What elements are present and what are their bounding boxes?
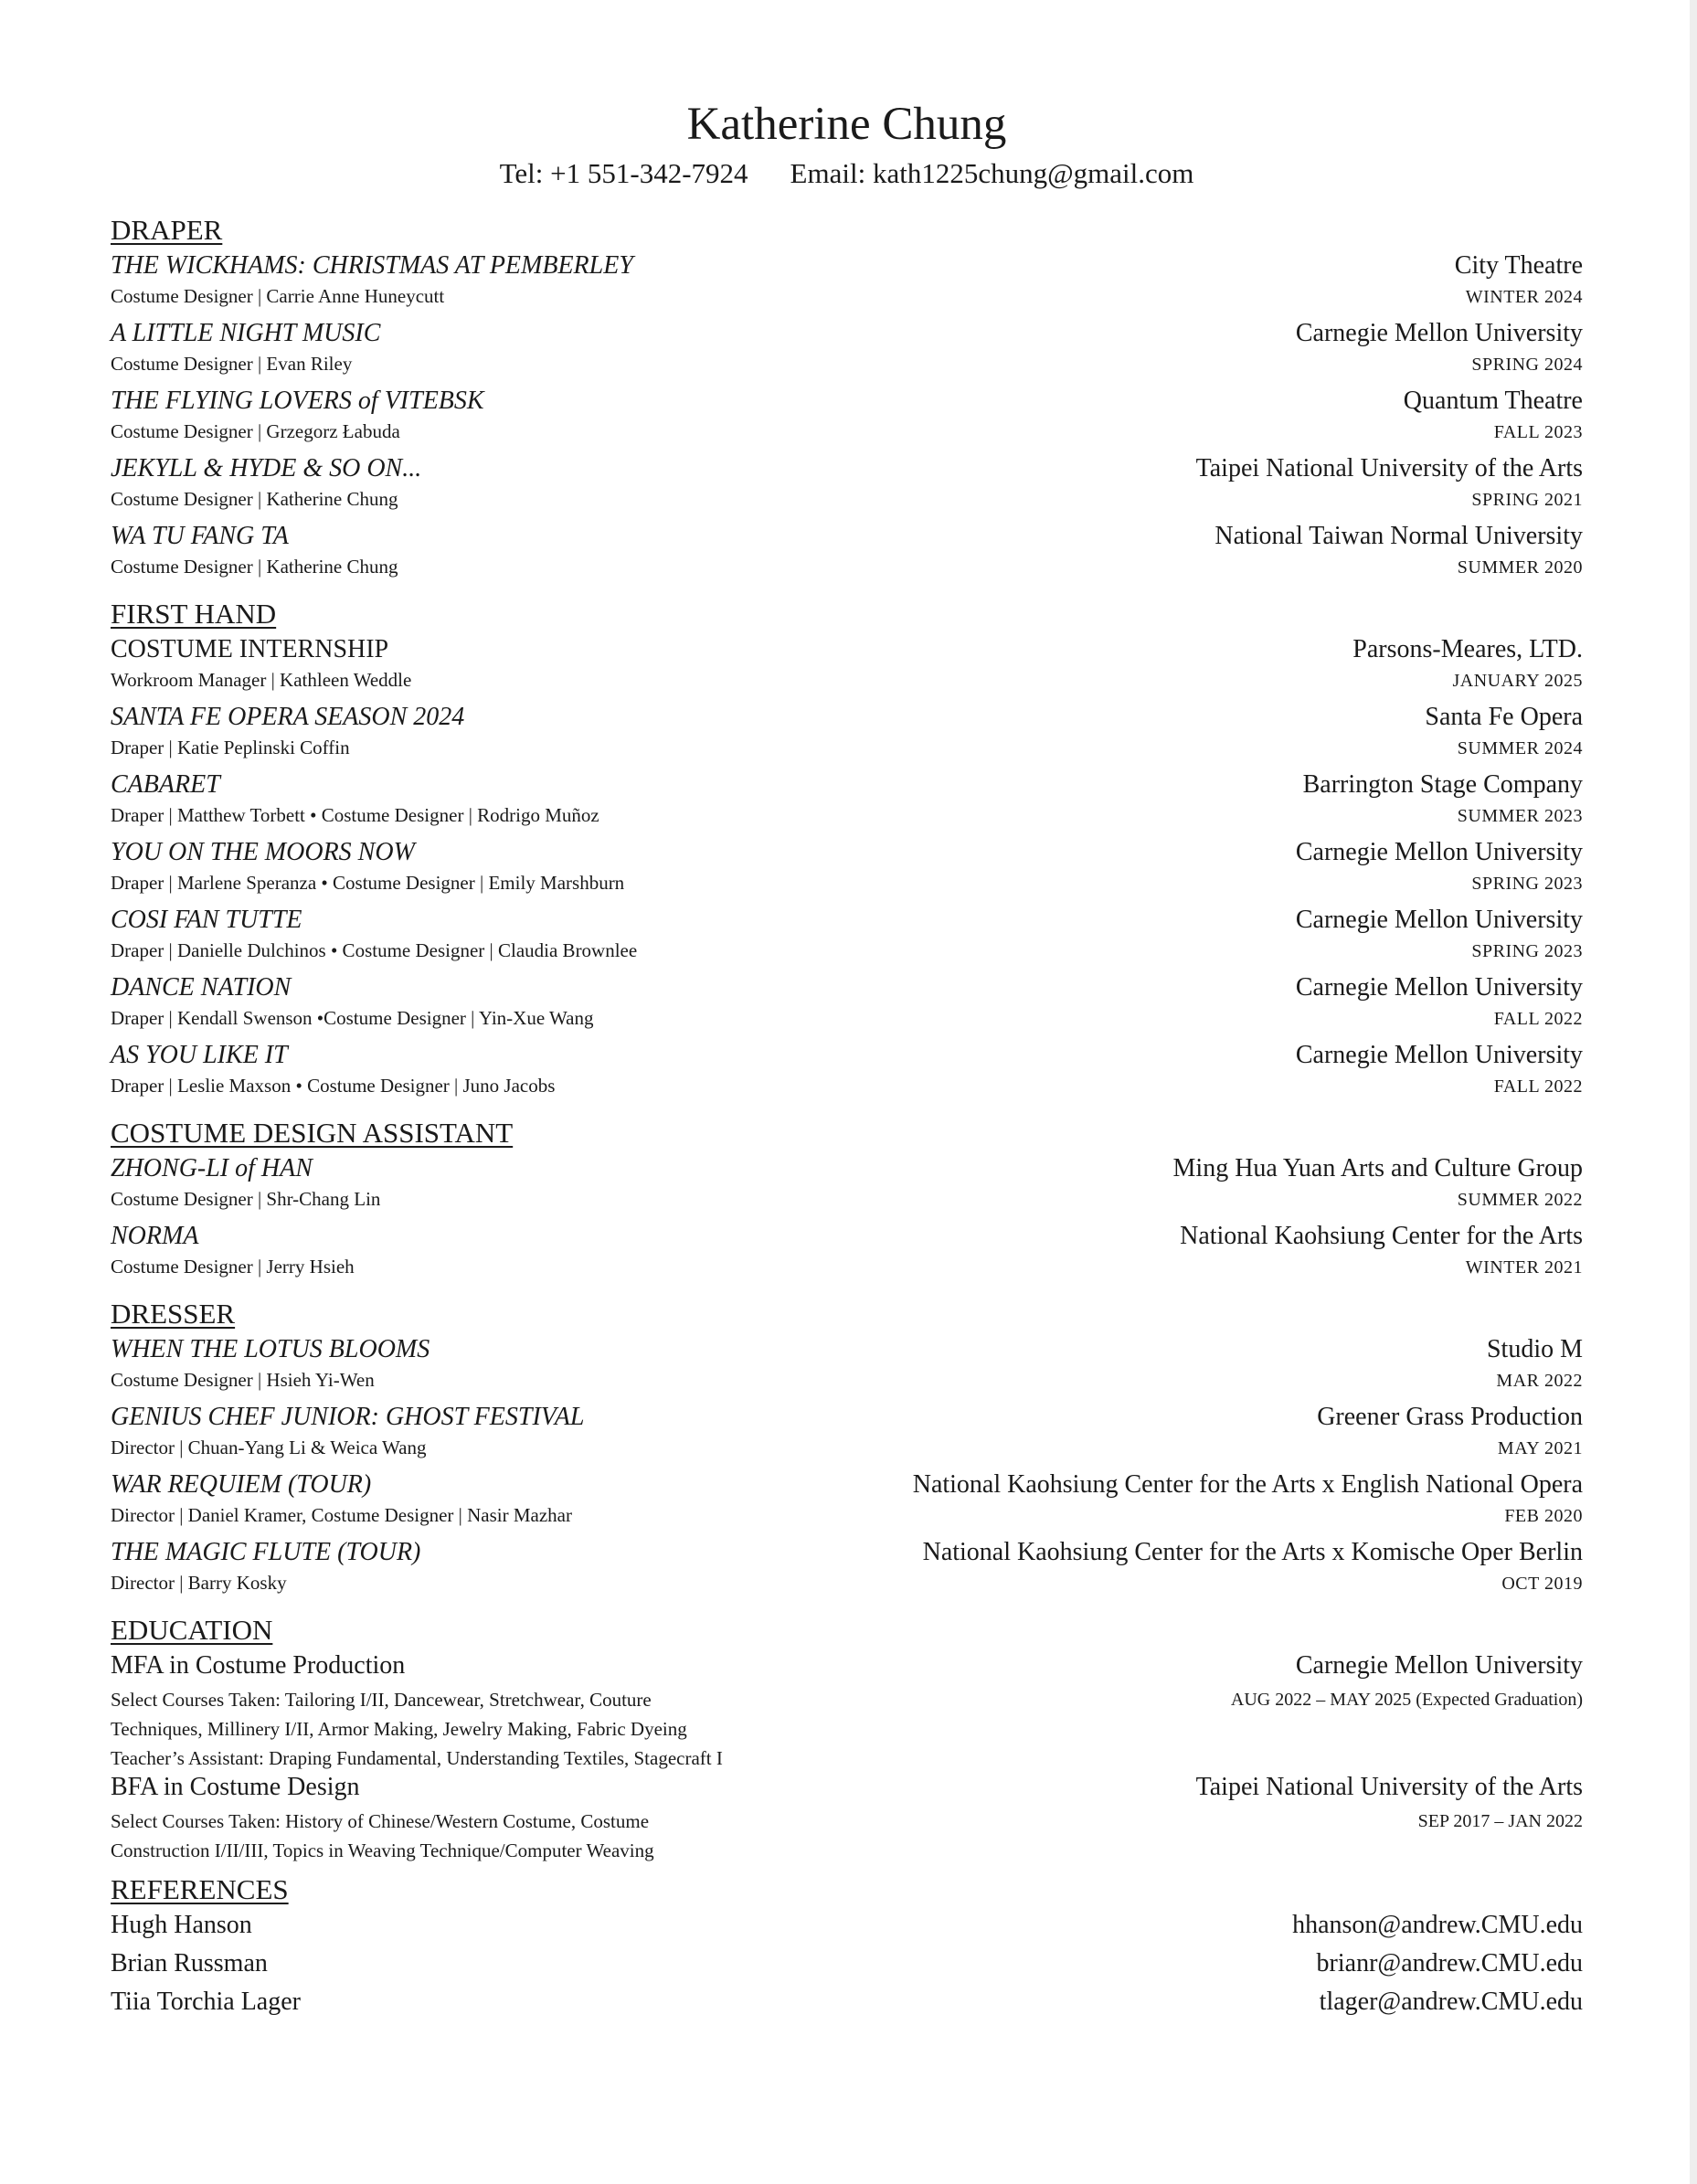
resume-page	[111, 0, 1583, 2026]
entry-venue: National Kaohsiung Center for the Arts x English National Opera	[912, 1470, 1583, 1499]
entry-date: FALL 2022	[1493, 1009, 1583, 1029]
entry-title: YOU ON THE MOORS NOW	[111, 838, 415, 866]
reference-row	[111, 1988, 1583, 2026]
entry-date: MAY 2021	[1497, 1438, 1583, 1458]
entry-date: SPRING 2023	[1471, 941, 1583, 961]
entry-venue: Carnegie Mellon University	[1295, 1041, 1583, 1069]
entry-title: DANCE NATION	[111, 973, 292, 1002]
education-entry	[111, 1773, 1583, 1865]
entry	[111, 838, 1583, 906]
entry-date: SUMMER 2022	[1457, 1190, 1583, 1210]
entry-date: WINTER 2024	[1465, 287, 1583, 307]
entry-credit: Costume Designer | Evan Riley	[111, 353, 353, 375]
reference-row	[111, 1949, 1583, 1988]
entry	[111, 1154, 1583, 1222]
entry	[111, 1041, 1583, 1108]
entry-credit: Draper | Danielle Dulchinos • Costume Designer | Claudia Brownlee	[111, 939, 638, 961]
entry	[111, 1470, 1583, 1538]
entry-credit: Costume Designer | Katherine Chung	[111, 556, 398, 578]
entry-venue: Barrington Stage Company	[1302, 770, 1583, 799]
entry-date: SPRING 2023	[1471, 874, 1583, 894]
entry	[111, 387, 1583, 454]
entry-date: MAR 2022	[1496, 1371, 1583, 1391]
entry-venue: Carnegie Mellon University	[1295, 973, 1583, 1002]
entry-venue: City Theatre	[1454, 251, 1583, 280]
entry-credit: Draper | Katie Peplinski Coffin	[111, 737, 350, 758]
section-costume-design-assistant	[111, 1108, 1583, 1289]
entry-credit: Workroom Manager | Kathleen Weddle	[111, 669, 412, 691]
entry	[111, 319, 1583, 387]
entry-date: SUMMER 2020	[1457, 557, 1583, 578]
entry	[111, 1538, 1583, 1606]
entry-date: SPRING 2021	[1471, 490, 1583, 510]
entry-venue: Parsons-Meares, LTD.	[1352, 635, 1583, 663]
section-heading: DRAPER	[111, 214, 223, 246]
reference-email: hhanson@andrew.CMU.edu	[1292, 1911, 1583, 1939]
entry-title: COSI FAN TUTTE	[111, 906, 302, 934]
entry	[111, 703, 1583, 770]
detail-line: Teacher’s Assistant: Draping Fundamental, Understanding Textiles, Stagecraft I	[111, 1747, 723, 1769]
entry-venue: Ming Hua Yuan Arts and Culture Group	[1172, 1154, 1583, 1182]
detail-line: Select Courses Taken: History of Chinese/Western Costume, Costume	[111, 1810, 650, 1832]
detail-line: Techniques, Millinery I/II, Armor Making, Jewelry Making, Fabric Dyeing	[111, 1718, 687, 1740]
entry-title: WAR REQUIEM (TOUR)	[111, 1470, 372, 1499]
entry-venue: National Taiwan Normal University	[1214, 522, 1583, 550]
reference-email: tlager@andrew.CMU.edu	[1319, 1988, 1583, 2016]
entry-date: SPRING 2024	[1471, 355, 1583, 375]
entry-title: AS YOU LIKE IT	[111, 1041, 288, 1069]
degree: MFA in Costume Production	[111, 1651, 406, 1680]
entry-credit: Draper | Matthew Torbett • Costume Designer | Rodrigo Muñoz	[111, 804, 599, 826]
entry-credit: Costume Designer | Carrie Anne Huneycutt	[111, 285, 445, 307]
section-list	[111, 206, 1583, 2026]
resume-header	[111, 0, 1583, 194]
entry-date: FEB 2020	[1504, 1506, 1583, 1526]
detail-line: Select Courses Taken: Tailoring I/II, Dancewear, Stretchwear, Couture	[111, 1689, 652, 1711]
entry-title: GENIUS CHEF JUNIOR: GHOST FESTIVAL	[111, 1403, 585, 1431]
entry-credit: Costume Designer | Jerry Hsieh	[111, 1256, 355, 1278]
entry-venue: Carnegie Mellon University	[1295, 319, 1583, 347]
entry	[111, 454, 1583, 522]
entry-credit: Costume Designer | Grzegorz Łabuda	[111, 420, 400, 442]
school: Taipei National University of the Arts	[1195, 1773, 1583, 1801]
detail-line: Construction I/II/III, Topics in Weaving Technique/Computer Weaving	[111, 1839, 654, 1861]
entry-title: THE WICKHAMS: CHRISTMAS AT PEMBERLEY	[111, 251, 633, 280]
candidate-name: Katherine Chung	[686, 99, 1007, 150]
entry-title: SANTA FE OPERA SEASON 2024	[111, 703, 465, 731]
entry-credit: Director | Chuan-Yang Li & Weica Wang	[111, 1437, 427, 1458]
education-details	[111, 1807, 805, 1865]
entry-title: CABARET	[111, 770, 220, 799]
entry-credit: Costume Designer | Katherine Chung	[111, 488, 398, 510]
reference-name: Tiia Torchia Lager	[111, 1988, 301, 2016]
entry	[111, 1403, 1583, 1470]
email: Email: kath1225chung@gmail.com	[790, 157, 1194, 189]
entry-venue: Carnegie Mellon University	[1295, 906, 1583, 934]
section-references	[111, 1865, 1583, 2026]
entry-date: JANUARY 2025	[1452, 671, 1583, 691]
entry-title: WHEN THE LOTUS BLOOMS	[111, 1335, 430, 1363]
page-edge	[1690, 0, 1697, 2184]
telephone: Tel: +1 551-342-7924	[499, 157, 748, 189]
entry	[111, 973, 1583, 1041]
section-education	[111, 1606, 1583, 1865]
entry-title: THE FLYING LOVERS of VITEBSK	[111, 387, 484, 415]
section-heading: DRESSER	[111, 1298, 236, 1330]
entry-title: THE MAGIC FLUTE (TOUR)	[111, 1538, 421, 1566]
entry	[111, 251, 1583, 319]
entry	[111, 522, 1583, 589]
entry-credit: Draper | Kendall Swenson •Costume Designer | Yin-Xue Wang	[111, 1007, 594, 1029]
entry-credit: Director | Daniel Kramer, Costume Designer | Nasir Mazhar	[111, 1504, 572, 1526]
school: Carnegie Mellon University	[1295, 1651, 1583, 1680]
entry-credit: Costume Designer | Shr-Chang Lin	[111, 1188, 381, 1210]
entry-venue: Carnegie Mellon University	[1295, 838, 1583, 866]
section-heading: EDUCATION	[111, 1614, 273, 1646]
entry-title: NORMA	[111, 1222, 199, 1250]
entry-venue: Greener Grass Production	[1317, 1403, 1583, 1431]
entry-date: WINTER 2021	[1465, 1257, 1583, 1278]
contact-line	[111, 154, 1583, 194]
entry-venue: Studio M	[1486, 1335, 1583, 1363]
section-heading: REFERENCES	[111, 1873, 289, 1905]
education-dates: SEP 2017 – JAN 2022	[1417, 1811, 1583, 1831]
entry-venue: Santa Fe Opera	[1425, 703, 1583, 731]
entry-title: A LITTLE NIGHT MUSIC	[111, 319, 381, 347]
education-entry	[111, 1651, 1583, 1773]
education-dates: AUG 2022 – MAY 2025 (Expected Graduation)	[1230, 1690, 1583, 1710]
entry-title: JEKYLL & HYDE & SO ON...	[111, 454, 422, 482]
section-first-hand	[111, 589, 1583, 1108]
entry-credit: Draper | Leslie Maxson • Costume Designer | Juno Jacobs	[111, 1075, 556, 1097]
degree: BFA in Costume Design	[111, 1773, 360, 1801]
entry-date: SUMMER 2023	[1457, 806, 1583, 826]
entry-credit: Director | Barry Kosky	[111, 1572, 287, 1594]
entry-date: FALL 2022	[1493, 1076, 1583, 1097]
section-heading: FIRST HAND	[111, 598, 277, 630]
entry-date: OCT 2019	[1501, 1574, 1583, 1594]
section-heading: COSTUME DESIGN ASSISTANT	[111, 1117, 514, 1149]
entry-venue: National Kaohsiung Center for the Arts	[1180, 1222, 1583, 1250]
entry-title: COSTUME INTERNSHIP	[111, 635, 389, 663]
entry	[111, 1222, 1583, 1289]
reference-name: Hugh Hanson	[111, 1911, 252, 1939]
entry-venue: Quantum Theatre	[1403, 387, 1583, 415]
reference-email: brianr@andrew.CMU.edu	[1316, 1949, 1583, 1977]
entry-date: FALL 2023	[1493, 422, 1583, 442]
entry-credit: Draper | Marlene Speranza • Costume Designer | Emily Marshburn	[111, 872, 625, 894]
entry-venue: National Kaohsiung Center for the Arts x Komische Oper Berlin	[922, 1538, 1583, 1566]
entry-title: ZHONG-LI of HAN	[111, 1154, 313, 1182]
entry	[111, 635, 1583, 703]
entry-date: SUMMER 2024	[1457, 738, 1583, 758]
reference-row	[111, 1911, 1583, 1949]
section-draper	[111, 206, 1583, 589]
entry-credit: Costume Designer | Hsieh Yi-Wen	[111, 1369, 375, 1391]
reference-name: Brian Russman	[111, 1949, 268, 1977]
entry	[111, 1335, 1583, 1403]
education-details	[111, 1685, 805, 1773]
entry	[111, 770, 1583, 838]
section-dresser	[111, 1289, 1583, 1606]
entry	[111, 906, 1583, 973]
entry-venue: Taipei National University of the Arts	[1195, 454, 1583, 482]
entry-title: WA TU FANG TA	[111, 522, 289, 550]
